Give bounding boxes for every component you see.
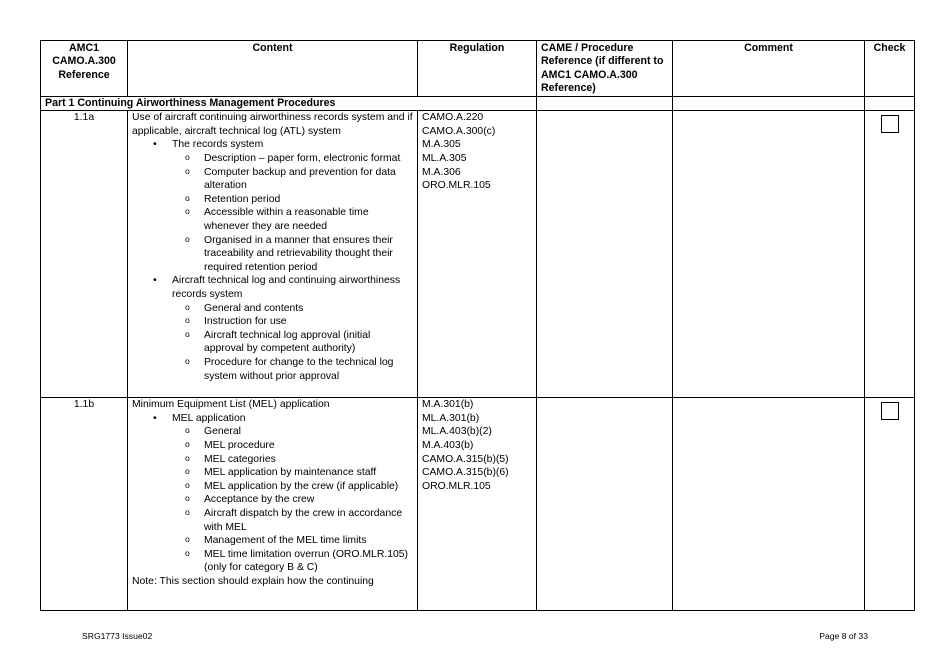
footer-document-id: SRG1773 Issue02 xyxy=(82,631,153,641)
header-row xyxy=(41,41,915,97)
header-comment: Comment xyxy=(673,41,865,97)
bullet-item: • MEL application xyxy=(132,412,413,426)
table-row xyxy=(41,111,915,398)
regulation-ref: ML.A.301(b) xyxy=(422,412,480,424)
check-cell xyxy=(865,398,915,611)
sub-bullet-item: o MEL procedure xyxy=(132,439,413,453)
row-note: Note: This section should explain how the continuing xyxy=(132,575,374,587)
regulation-ref: CAMO.A.315(b)(5) xyxy=(422,453,509,465)
row-regulations xyxy=(418,398,537,611)
row-reference: 1.1a xyxy=(41,111,128,398)
sub-bullet-item: o Acceptance by the crew xyxy=(132,493,413,507)
sub-bullet-item: o MEL categories xyxy=(132,453,413,467)
row-regulations xyxy=(418,111,537,398)
header-came: CAME / Procedure Reference (if different to AMC1 CAMO.A.300 Reference) xyxy=(537,41,673,97)
row-content xyxy=(128,398,418,611)
header-reference: AMC1 CAMO.A.300 Reference xyxy=(41,41,128,97)
regulation-ref: CAMO.A.315(b)(6) xyxy=(422,467,509,479)
sub-bullet-item: o Computer backup and prevention for data alteration xyxy=(132,166,413,193)
row-intro: Use of aircraft continuing airworthiness records system and if applicable, aircraft technical log (ATL) system xyxy=(132,112,413,137)
comment-cell[interactable] xyxy=(673,398,865,611)
regulation-ref: ORO.MLR.105 xyxy=(422,180,491,192)
sub-bullet-item: o MEL application by the crew (if applicable) xyxy=(132,480,413,494)
comment-cell[interactable] xyxy=(673,111,865,398)
sub-bullet-item: o MEL time limitation overrun (ORO.MLR.105) (only for category B & C) xyxy=(132,548,413,575)
header-regulation: Regulation xyxy=(418,41,537,97)
sub-bullet-item: o Procedure for change to the technical log system without prior approval xyxy=(132,356,413,383)
regulation-ref: ML.A.305 xyxy=(422,153,467,164)
regulation-ref: M.A.301(b) xyxy=(422,399,474,411)
check-checkbox[interactable] xyxy=(881,402,899,420)
part-heading: Part 1 Continuing Airworthiness Management Procedures xyxy=(41,96,537,111)
sub-bullet-item: o Aircraft technical log approval (initial approval by competent authority) xyxy=(132,329,413,356)
check-cell xyxy=(865,111,915,398)
regulation-ref: M.A.306 xyxy=(422,166,461,178)
bullet-list xyxy=(132,138,413,383)
bullet-list xyxy=(132,412,413,575)
regulation-ref: ORO.MLR.105 xyxy=(422,480,491,492)
footer-page-number: Page 8 of 33 xyxy=(819,631,868,641)
sub-bullet-item: o General xyxy=(132,425,413,439)
row-intro: Minimum Equipment List (MEL) application xyxy=(132,399,330,411)
came-reference-cell[interactable] xyxy=(537,111,673,398)
sub-bullet-item: o Accessible within a reasonable time whenever they are needed xyxy=(132,206,413,233)
regulation-ref: CAMO.A.220 xyxy=(422,112,484,124)
row-reference: 1.1b xyxy=(41,398,128,611)
regulation-ref: ML.A.403(b)(2) xyxy=(422,426,492,438)
row-content xyxy=(128,111,418,398)
header-check: Check xyxy=(865,41,915,97)
table-row xyxy=(41,398,915,611)
header-content: Content xyxy=(128,41,418,97)
regulation-ref: M.A.305 xyxy=(422,139,461,151)
sub-bullet-item: o Instruction for use xyxy=(132,315,413,329)
sub-bullet-item: o Description – paper form, electronic format xyxy=(132,152,413,166)
part-heading-row xyxy=(41,96,915,111)
sub-bullet-item: o General and contents xyxy=(132,302,413,316)
sub-bullet-item: o Management of the MEL time limits xyxy=(132,534,413,548)
regulation-ref: M.A.403(b) xyxy=(422,440,474,451)
sub-bullet-item: o Retention period xyxy=(132,193,413,207)
sub-bullet-item: o Aircraft dispatch by the crew in accordance with MEL xyxy=(132,507,413,534)
bullet-item: • Aircraft technical log and continuing airworthiness records system xyxy=(132,274,413,301)
came-reference-cell[interactable] xyxy=(537,398,673,611)
procedures-table xyxy=(40,40,915,611)
bullet-item: • The records system xyxy=(132,138,413,152)
sub-bullet-item: o Organised in a manner that ensures their traceability and retrievability thought their required retention period xyxy=(132,234,413,275)
sub-bullet-item: o MEL application by maintenance staff xyxy=(132,466,413,480)
regulation-ref: CAMO.A.300(c) xyxy=(422,125,496,137)
check-checkbox[interactable] xyxy=(881,115,899,133)
